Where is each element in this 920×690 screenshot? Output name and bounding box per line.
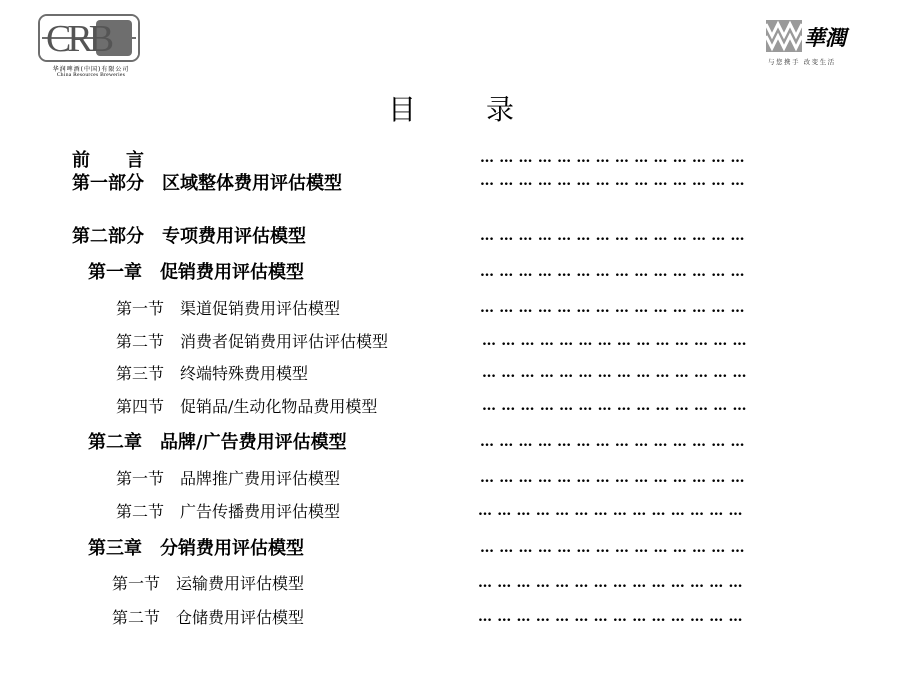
huarun-mark-icon [766, 14, 802, 54]
toc-item-part2[interactable]: 第二部分 专项费用评估模型 [72, 226, 306, 247]
toc-dots: … … … … … … … … … … … … … … [482, 333, 747, 349]
page-title [388, 88, 514, 128]
toc-dots: … … … … … … … … … … … … … … [480, 300, 745, 316]
crb-emblem [38, 14, 140, 62]
toc-item-ch2-sec2[interactable]: 第二节 广告传播费用评估模型 [116, 502, 341, 521]
toc-item-ch3-sec2[interactable]: 第二节 仓储费用评估模型 [112, 608, 305, 627]
title-char-2: 录 [486, 93, 515, 126]
toc-dots: … … … … … … … … … … … … … … [480, 434, 745, 450]
toc-dots: … … … … … … … … … … … … … … [478, 609, 743, 625]
toc-item-ch1-sec4[interactable]: 第四节 促销品/生动化物品费用模型 [116, 397, 378, 416]
toc-dots: … … … … … … … … … … … … … … [480, 228, 745, 244]
toc-item-part1[interactable]: 第一部分 区域整体费用评估模型 [72, 173, 342, 194]
toc-item-ch2-sec1[interactable]: 第一节 品牌推广费用评估模型 [116, 469, 341, 488]
toc-item-ch3-sec1[interactable]: 第一节 运输费用评估模型 [112, 574, 305, 593]
crb-subtitle-en: China Resources Breweries [56, 72, 126, 78]
toc-dots: … … … … … … … … … … … … … … [478, 503, 743, 519]
title-char-1: 目 [388, 93, 417, 126]
toc-dots: … … … … … … … … … … … … … … [480, 264, 745, 280]
huarun-logo [766, 14, 866, 70]
toc-dots: … … … … … … … … … … … … … … [482, 398, 747, 414]
toc-dots: … … … … … … … … … … … … … … [480, 470, 745, 486]
huarun-slogan: 与您携手 改变生活 [768, 58, 836, 66]
toc-dots: … … … … … … … … … … … … … … [480, 173, 745, 189]
toc-item-chapter3[interactable]: 第三章 分销费用评估模型 [88, 538, 304, 559]
toc-item-ch1-sec2[interactable]: 第二节 消费者促销费用评估评估模型 [116, 332, 389, 351]
crb-subtitle-cn: 华润啤酒(中国)有限公司 [52, 66, 130, 73]
toc-dots: … … … … … … … … … … … … … … [482, 365, 747, 381]
toc-item-ch1-sec3[interactable]: 第三节 终端特殊费用模型 [116, 364, 309, 383]
toc-item-preface[interactable]: 前 言 [72, 150, 144, 171]
crb-logo [36, 12, 146, 78]
toc-dots: … … … … … … … … … … … … … … [478, 575, 743, 591]
toc-dots: … … … … … … … … … … … … … … [480, 150, 745, 166]
toc-item-ch1-sec1[interactable]: 第一节 渠道促销费用评估模型 [116, 299, 341, 318]
toc-dots: … … … … … … … … … … … … … … [480, 540, 745, 556]
toc-item-chapter2[interactable]: 第二章 品牌/广告费用评估模型 [88, 432, 347, 453]
huarun-name: 華潤 [804, 25, 846, 50]
toc-item-chapter1[interactable]: 第一章 促销费用评估模型 [88, 262, 304, 283]
crb-letters: CRB [46, 18, 111, 60]
